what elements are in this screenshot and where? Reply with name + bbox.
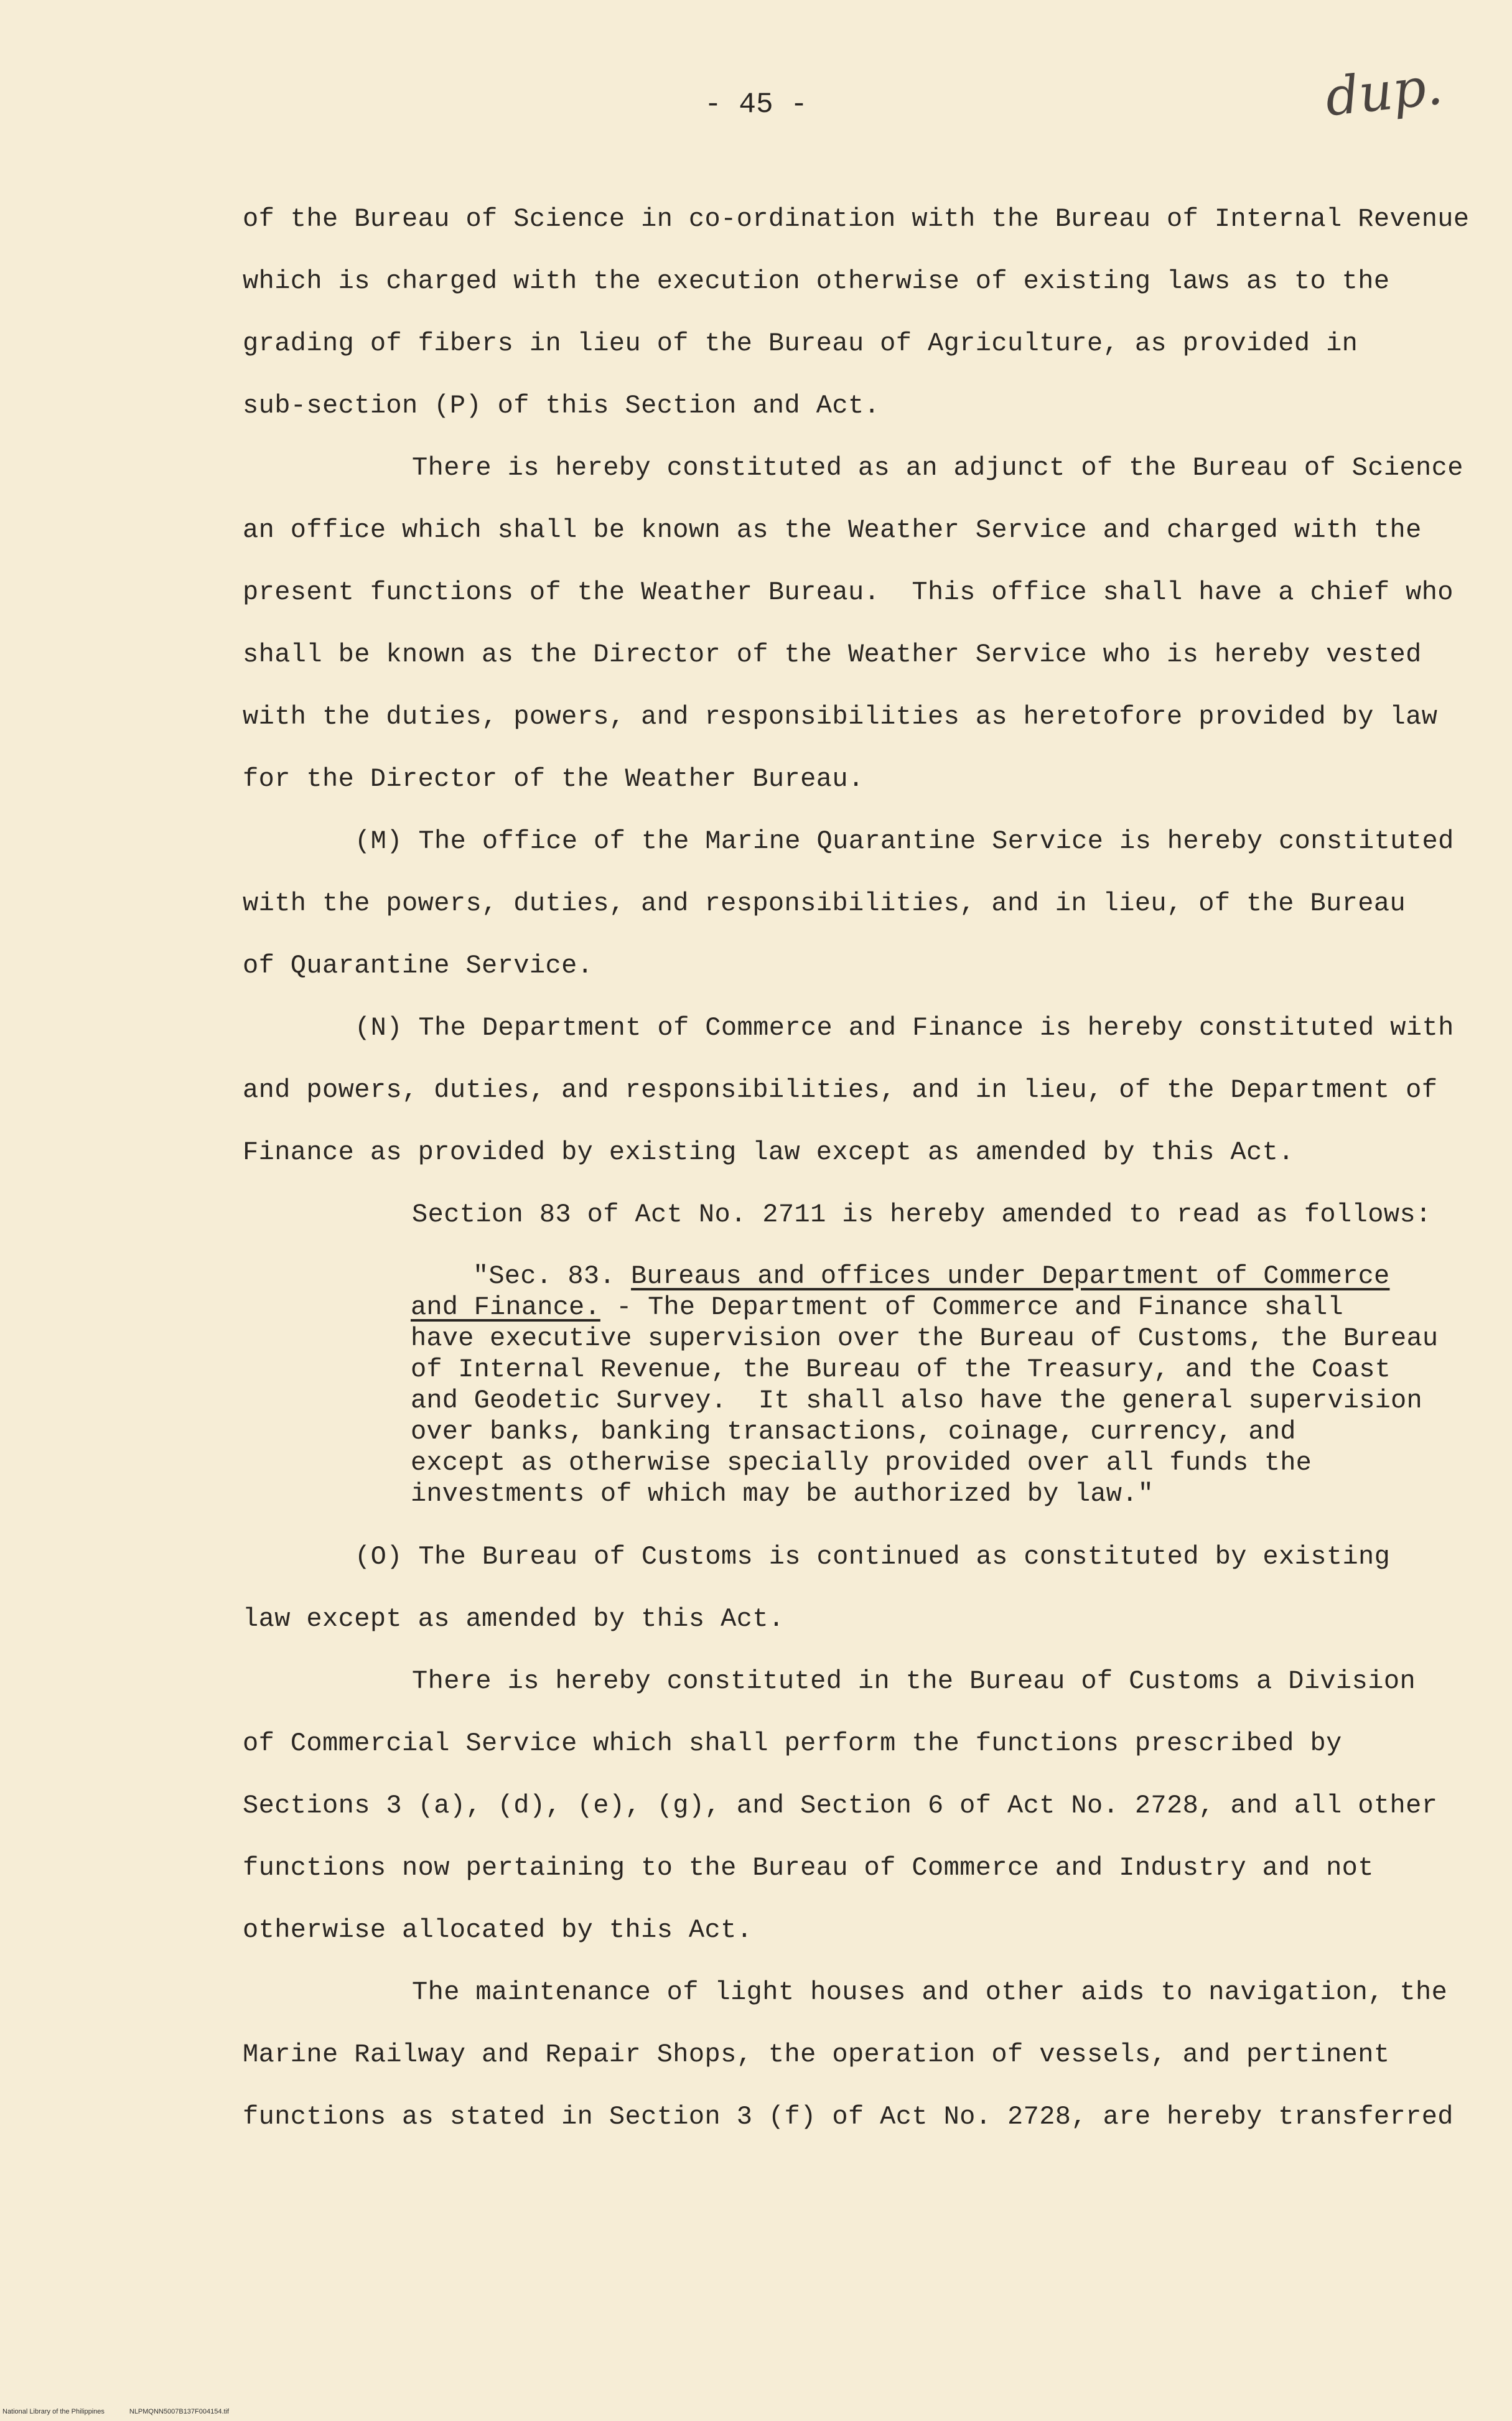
body-line: of the Bureau of Science in co-ordination with the Bureau of Internal Revenue — [243, 204, 1470, 234]
body-line: functions as stated in Section 3 (f) of Act No. 2728, are hereby transferred — [243, 2102, 1454, 2132]
body-line: (N) The Department of Commerce and Finance is hereby constituted with — [355, 1013, 1454, 1043]
quote-lead: "Sec. 83. — [473, 1261, 632, 1291]
quote-line: investments of which may be authorized by law." — [411, 1479, 1154, 1509]
scan-footer — [2, 2408, 254, 2415]
quote-line: have executive supervision over the Bureau of Customs, the Bureau — [411, 1323, 1439, 1353]
body-line: functions now pertaining to the Bureau of Commerce and Industry and not — [243, 1853, 1374, 1883]
body-line: of Commercial Service which shall perform the functions prescribed by — [243, 1728, 1342, 1758]
quote-text: - The Department of Commerce and Finance shall — [600, 1292, 1343, 1322]
body-line: Section 83 of Act No. 2711 is hereby amended to read as follows: — [412, 1200, 1432, 1229]
quote-line — [473, 1263, 1389, 1289]
quote-line: and Geodetic Survey. It shall also have the general supervision — [411, 1386, 1422, 1416]
quote-line: over banks, banking transactions, coinage, currency, and — [411, 1417, 1296, 1447]
body-line: present functions of the Weather Bureau. This office shall have a chief who — [243, 577, 1454, 607]
body-line: which is charged with the execution otherwise of existing laws as to the — [243, 266, 1390, 296]
quote-heading-continued: and Finance. — [411, 1292, 600, 1322]
body-line: of Quarantine Service. — [243, 951, 594, 981]
body-line: with the duties, powers, and responsibilities as heretofore provided by law — [243, 702, 1438, 732]
quote-line — [411, 1294, 1343, 1320]
quote-line: of Internal Revenue, the Bureau of the Treasury, and the Coast — [411, 1355, 1391, 1384]
body-line: law except as amended by this Act. — [243, 1604, 785, 1634]
body-line: (O) The Bureau of Customs is continued as constituted by existing — [355, 1542, 1391, 1572]
body-line: sub-section (P) of this Section and Act. — [243, 391, 880, 421]
body-line: otherwise allocated by this Act. — [243, 1915, 753, 1945]
footer-filename: NLPMQNN5007B137F004154.tif — [129, 2408, 230, 2415]
footer-library: National Library of the Philippines — [2, 2408, 105, 2415]
body-line: There is hereby constituted as an adjunct of the Bureau of Science — [412, 453, 1463, 483]
handwritten-annotation: dup. — [1322, 55, 1445, 128]
body-line: (M) The office of the Marine Quarantine Service is hereby constituted — [355, 826, 1454, 856]
quote-line: except as otherwise specially provided over all funds the — [411, 1448, 1312, 1478]
body-line: Finance as provided by existing law except as amended by this Act. — [243, 1137, 1294, 1167]
body-line: The maintenance of light houses and other aids to navigation, the — [412, 1977, 1448, 2007]
body-line: for the Director of the Weather Bureau. — [243, 764, 864, 794]
quote-heading: Bureaus and offices under Department of Commerce — [631, 1261, 1390, 1291]
page-number: - 45 - — [704, 88, 808, 121]
body-line: Marine Railway and Repair Shops, the operation of vessels, and pertinent — [243, 2040, 1390, 2069]
body-line: There is hereby constituted in the Bureau of Customs a Division — [412, 1666, 1416, 1696]
body-line: an office which shall be known as the Weather Service and charged with the — [243, 515, 1422, 545]
body-line: and powers, duties, and responsibilities, and in lieu, of the Department of — [243, 1075, 1438, 1105]
body-line: shall be known as the Director of the Weather Service who is hereby vested — [243, 640, 1422, 669]
body-line: with the powers, duties, and responsibilities, and in lieu, of the Bureau — [243, 889, 1406, 918]
body-line: grading of fibers in lieu of the Bureau of Agriculture, as provided in — [243, 329, 1358, 358]
body-line: Sections 3 (a), (d), (e), (g), and Section 6 of Act No. 2728, and all other — [243, 1791, 1438, 1821]
